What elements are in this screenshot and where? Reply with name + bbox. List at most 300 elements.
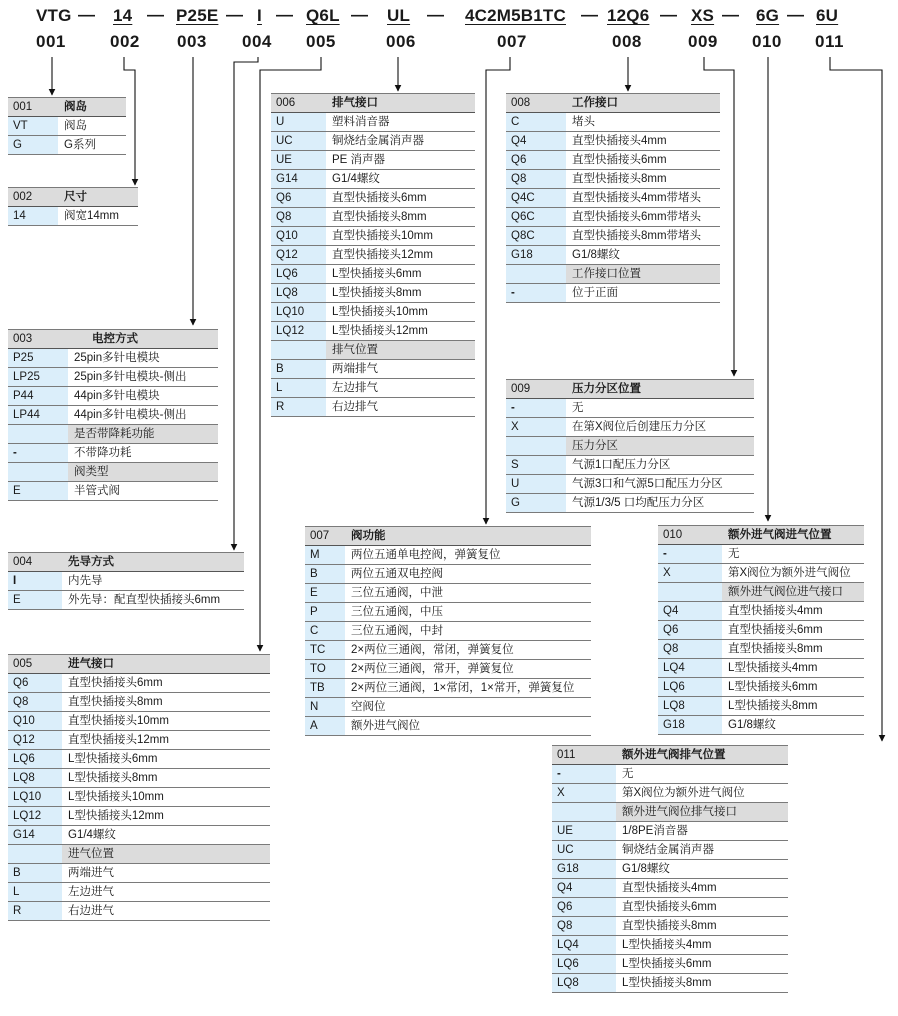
option-code: L: [271, 379, 326, 397]
option-description: 右边进气: [68, 905, 114, 917]
option-code: LQ6: [658, 678, 722, 696]
option-code: -: [506, 399, 566, 417]
table-row: [552, 822, 788, 841]
table-header: [552, 745, 788, 765]
subheader-label: 排气位置: [326, 341, 475, 359]
option-description: 三位五通阀，中泄: [351, 587, 443, 599]
option-code: E: [8, 591, 62, 609]
table-subheader: [658, 583, 864, 602]
table-row: [8, 207, 138, 226]
option-code: LQ12: [271, 322, 326, 340]
table-row: [271, 379, 475, 398]
table-row: [658, 621, 864, 640]
option-code: Q10: [271, 227, 326, 245]
table-row: [8, 349, 218, 368]
table-row: [506, 418, 754, 437]
option-description: 2×两位三通阀，常闭，弹簧复位: [351, 644, 514, 656]
option-code: LQ4: [552, 936, 616, 954]
option-code: R: [271, 398, 326, 416]
option-description: 外先导：配直型快插接头6mm: [68, 594, 221, 606]
table-header: [658, 525, 864, 545]
table-row: [8, 750, 270, 769]
option-code: E: [8, 482, 68, 500]
option-code: UE: [271, 151, 326, 169]
table-title: 压力分区位置: [572, 383, 641, 395]
table-header: [8, 654, 270, 674]
option-code: G: [506, 494, 566, 512]
option-code: Q8: [552, 917, 616, 935]
option-code: G18: [658, 716, 722, 734]
table-subheader: [8, 463, 218, 482]
table-row: [506, 132, 720, 151]
option-description: 塑料消音器: [332, 116, 390, 128]
option-description: 25pin多针电模块: [74, 352, 160, 364]
table-007: [305, 526, 591, 736]
option-code: LP44: [8, 406, 68, 424]
table-row: [8, 482, 218, 501]
option-code: P: [305, 603, 345, 621]
option-description: 右边排气: [332, 401, 378, 413]
option-code: LQ10: [8, 788, 62, 806]
option-description: L型快插接头8mm: [68, 772, 158, 784]
option-description: L型快插接头8mm: [728, 700, 818, 712]
table-title: 额外进气阀排气位置: [622, 749, 726, 761]
option-description: 直型快插接头8mm: [332, 211, 427, 223]
table-subheader: [552, 803, 788, 822]
dash: —: [660, 5, 677, 24]
table-row: [8, 136, 126, 155]
table-row: [552, 765, 788, 784]
option-code: Q6C: [506, 208, 566, 226]
table-code: 003: [8, 330, 68, 348]
option-code: LQ8: [271, 284, 326, 302]
table-subheader: [8, 425, 218, 444]
option-description: 直型快插接头8mm带堵头: [572, 230, 702, 242]
option-description: 2×两位三通阀，常开，弹簧复位: [351, 663, 514, 675]
option-code: Q6: [506, 151, 566, 169]
option-code: P44: [8, 387, 68, 405]
table-row: [305, 660, 591, 679]
subheader-label: 额外进气阀位进气接口: [722, 583, 864, 601]
option-description: 堵头: [572, 116, 595, 128]
table-title: 阀功能: [351, 530, 386, 542]
table-row: [658, 545, 864, 564]
option-code: LQ8: [8, 769, 62, 787]
option-code: Q4: [658, 602, 722, 620]
code-segment-vtg: VTG: [36, 6, 72, 25]
option-code: Q6: [271, 189, 326, 207]
option-description: 气源1/3/5 口均配压力分区: [572, 497, 705, 509]
option-code: G18: [552, 860, 616, 878]
table-row: [8, 406, 218, 425]
position-number-004: 004: [242, 32, 272, 51]
table-code: 008: [506, 94, 566, 112]
table-row: [8, 117, 126, 136]
table-row: [8, 807, 270, 826]
option-code: Q6: [8, 674, 62, 692]
table-row: [506, 284, 720, 303]
option-description: 25pin多针电模块-侧出: [74, 371, 187, 383]
table-001: [8, 97, 126, 155]
table-row: [552, 936, 788, 955]
option-description: 直型快插接头8mm: [68, 696, 163, 708]
option-code: G14: [8, 826, 62, 844]
table-row: [506, 246, 720, 265]
option-code: Q4: [552, 879, 616, 897]
option-code: M: [305, 546, 345, 564]
table-code: 001: [8, 98, 58, 116]
option-code: R: [8, 902, 62, 920]
position-number-007: 007: [497, 32, 527, 51]
table-row: [506, 189, 720, 208]
option-code: U: [506, 475, 566, 493]
option-code: LQ8: [552, 974, 616, 992]
option-code: U: [271, 113, 326, 131]
table-row: [552, 879, 788, 898]
option-code: LQ6: [271, 265, 326, 283]
option-description: 三位五通阀，中压: [351, 606, 443, 618]
table-row: [271, 227, 475, 246]
option-description: 空阀位: [351, 701, 386, 713]
table-row: [658, 678, 864, 697]
option-code: TB: [305, 679, 345, 697]
option-code: LQ10: [271, 303, 326, 321]
table-row: [8, 572, 244, 591]
table-code: 002: [8, 188, 58, 206]
option-code: X: [506, 418, 566, 436]
option-description: L型快插接头4mm: [622, 939, 712, 951]
table-row: [271, 151, 475, 170]
table-row: [8, 788, 270, 807]
option-description: 44pin多针电模块: [74, 390, 160, 402]
option-description: 在第X阀位后创建压力分区: [572, 421, 707, 433]
table-row: [305, 698, 591, 717]
table-row: [658, 602, 864, 621]
option-description: 直型快插接头8mm: [728, 643, 823, 655]
option-code: X: [658, 564, 722, 582]
dash: —: [427, 5, 444, 24]
table-row: [506, 151, 720, 170]
table-header: [506, 93, 720, 113]
option-description: 气源3口和气源5口配压力分区: [572, 478, 723, 490]
table-row: [506, 170, 720, 189]
option-code: G18: [506, 246, 566, 264]
table-row: [271, 113, 475, 132]
table-row: [8, 712, 270, 731]
option-description: 两端排气: [332, 363, 378, 375]
option-code: VT: [8, 117, 58, 135]
option-code: LP25: [8, 368, 68, 386]
option-description: 额外进气阀位: [351, 720, 420, 732]
option-code: B: [271, 360, 326, 378]
table-header: [8, 552, 244, 572]
subheader-label: 是否带降耗功能: [68, 425, 218, 443]
option-description: 第X阀位为额外进气阀位: [622, 787, 745, 799]
table-row: [271, 322, 475, 341]
option-code: Q6: [552, 898, 616, 916]
dash: —: [787, 5, 804, 24]
option-description: 1/8PE消音器: [622, 825, 688, 837]
option-description: G系列: [64, 139, 96, 151]
table-header: [271, 93, 475, 113]
option-description: 直型快插接头4mm: [728, 605, 823, 617]
option-description: L型快插接头12mm: [68, 810, 164, 822]
table-subheader: [506, 265, 720, 284]
option-code: UC: [552, 841, 616, 859]
option-description: 无: [572, 402, 584, 414]
option-code: -: [552, 765, 616, 783]
option-code: G14: [271, 170, 326, 188]
table-row: [658, 697, 864, 716]
table-row: [506, 475, 754, 494]
table-003: [8, 329, 218, 501]
table-row: [8, 368, 218, 387]
subheader-label: 压力分区: [566, 437, 754, 455]
table-row: [271, 398, 475, 417]
table-row: [8, 826, 270, 845]
option-description: G1/4螺纹: [332, 173, 380, 185]
table-title: 进气接口: [68, 658, 114, 670]
table-row: [305, 717, 591, 736]
option-description: L型快插接头6mm: [728, 681, 818, 693]
table-subheader: [271, 341, 475, 360]
option-description: L型快插接头10mm: [68, 791, 164, 803]
position-number-008: 008: [612, 32, 642, 51]
table-title: 工作接口: [572, 97, 618, 109]
option-description: L型快插接头8mm: [622, 977, 712, 989]
option-code: -: [658, 545, 722, 563]
option-code: Q8C: [506, 227, 566, 245]
option-description: 直型快插接头6mm: [332, 192, 427, 204]
position-number-006: 006: [386, 32, 416, 51]
option-code: UC: [271, 132, 326, 150]
option-description: G1/4螺纹: [68, 829, 116, 841]
table-row: [305, 622, 591, 641]
table-title: 先导方式: [68, 556, 114, 568]
table-row: [658, 659, 864, 678]
code-segment-xs: XS: [691, 6, 715, 25]
option-description: 直型快插接头4mm: [572, 135, 667, 147]
option-code: Q12: [8, 731, 62, 749]
option-code: LQ4: [658, 659, 722, 677]
table-code: 011: [552, 746, 616, 764]
option-description: L型快插接头6mm: [332, 268, 422, 280]
option-description: L型快插接头6mm: [622, 958, 712, 970]
option-code: LQ6: [552, 955, 616, 973]
option-description: G1/8螺纹: [728, 719, 776, 731]
code-segment-ul: UL: [387, 6, 411, 25]
table-row: [305, 584, 591, 603]
position-number-010: 010: [752, 32, 782, 51]
table-code: 007: [305, 527, 345, 545]
table-code: 005: [8, 655, 62, 673]
option-description: 半管式阀: [74, 485, 120, 497]
model-code-header: [0, 0, 898, 60]
option-code: LQ6: [8, 750, 62, 768]
option-description: G1/8螺纹: [622, 863, 670, 875]
table-row: [506, 456, 754, 475]
table-title: 排气接口: [332, 97, 378, 109]
option-code: UE: [552, 822, 616, 840]
option-code: L: [8, 883, 62, 901]
option-code: Q8: [271, 208, 326, 226]
table-title: 尺寸: [64, 191, 87, 203]
option-code: S: [506, 456, 566, 474]
table-row: [271, 189, 475, 208]
option-code: E: [305, 584, 345, 602]
option-description: PE 消声器: [332, 154, 386, 166]
table-row: [552, 841, 788, 860]
table-002: [8, 187, 138, 226]
table-row: [8, 864, 270, 883]
table-row: [271, 132, 475, 151]
option-description: 位于正面: [572, 287, 618, 299]
option-description: 直型快插接头12mm: [332, 249, 433, 261]
option-description: 两端进气: [68, 867, 114, 879]
table-row: [271, 170, 475, 189]
dash: —: [276, 5, 293, 24]
option-code: P25: [8, 349, 68, 367]
table-code: 004: [8, 553, 62, 571]
table-006: [271, 93, 475, 417]
option-code: N: [305, 698, 345, 716]
table-009: [506, 379, 754, 513]
table-row: [552, 917, 788, 936]
position-number-009: 009: [688, 32, 718, 51]
table-010: [658, 525, 864, 735]
option-description: 44pin多针电模块-侧出: [74, 409, 187, 421]
option-description: 直型快插接头6mm: [572, 154, 667, 166]
option-code: Q6: [658, 621, 722, 639]
option-code: Q4C: [506, 189, 566, 207]
table-title: 额外进气阀进气位置: [728, 529, 832, 541]
table-subheader: [506, 437, 754, 456]
code-segment-6g: 6G: [756, 6, 780, 25]
option-code: 14: [8, 207, 58, 225]
table-011: [552, 745, 788, 993]
table-row: [552, 784, 788, 803]
dash: —: [147, 5, 164, 24]
position-number-003: 003: [177, 32, 207, 51]
table-row: [305, 603, 591, 622]
option-description: 直型快插接头6mm: [728, 624, 823, 636]
option-description: 直型快插接头10mm: [68, 715, 169, 727]
table-header: [8, 187, 138, 207]
option-description: L型快插接头10mm: [332, 306, 428, 318]
subheader-label: 阀类型: [68, 463, 218, 481]
table-008: [506, 93, 720, 303]
option-code: G: [8, 136, 58, 154]
table-title: 阀岛: [64, 101, 87, 113]
table-row: [552, 955, 788, 974]
table-header: [305, 526, 591, 546]
table-row: [506, 208, 720, 227]
option-code: LQ12: [8, 807, 62, 825]
table-row: [271, 265, 475, 284]
option-description: L型快插接头12mm: [332, 325, 428, 337]
option-code: X: [552, 784, 616, 802]
table-row: [8, 731, 270, 750]
dash: —: [226, 5, 243, 24]
table-title: 电控方式: [92, 333, 138, 345]
option-description: 三位五通阀，中封: [351, 625, 443, 637]
position-number-001: 001: [36, 32, 66, 51]
option-description: 铜烧结金属消声器: [332, 135, 424, 147]
table-row: [8, 591, 244, 610]
table-row: [271, 303, 475, 322]
position-number-002: 002: [110, 32, 140, 51]
option-description: 内先导: [68, 575, 103, 587]
table-row: [506, 494, 754, 513]
option-code: TO: [305, 660, 345, 678]
option-description: 直型快插接头4mm: [622, 882, 717, 894]
connector-004: [234, 57, 258, 550]
option-description: 直型快插接头6mm带堵头: [572, 211, 702, 223]
option-description: 左边排气: [332, 382, 378, 394]
table-row: [271, 246, 475, 265]
option-description: 气源1口配压力分区: [572, 459, 671, 471]
table-subheader: [8, 845, 270, 864]
option-description: 2×两位三通阀，1×常闭，1×常开，弹簧复位: [351, 682, 575, 694]
option-description: 阀宽14mm: [64, 210, 119, 222]
subheader-label: 工作接口位置: [566, 265, 720, 283]
option-description: 阀岛: [64, 120, 87, 132]
option-code: TC: [305, 641, 345, 659]
table-header: [8, 329, 218, 349]
option-description: 直型快插接头10mm: [332, 230, 433, 242]
table-row: [305, 565, 591, 584]
code-segment-4c2m5b1tc: 4C2M5B1TC: [465, 6, 566, 25]
option-code: Q8: [658, 640, 722, 658]
table-row: [8, 693, 270, 712]
option-code: B: [8, 864, 62, 882]
table-row: [552, 898, 788, 917]
code-segment-q6l: Q6L: [306, 6, 340, 25]
option-description: 直型快插接头6mm: [622, 901, 717, 913]
option-code: -: [8, 444, 68, 462]
option-code: Q4: [506, 132, 566, 150]
table-row: [8, 387, 218, 406]
dash: —: [581, 5, 598, 24]
table-row: [8, 883, 270, 902]
option-description: 不带降功耗: [74, 447, 132, 459]
table-row: [305, 679, 591, 698]
table-row: [271, 208, 475, 227]
table-code: 006: [271, 94, 326, 112]
dash: —: [722, 5, 739, 24]
option-code: Q8: [506, 170, 566, 188]
table-row: [552, 974, 788, 993]
table-row: [658, 716, 864, 735]
option-code: I: [8, 572, 62, 590]
code-segment-i: I: [257, 6, 262, 25]
option-description: 直型快插接头12mm: [68, 734, 169, 746]
option-code: Q10: [8, 712, 62, 730]
option-description: L型快插接头8mm: [332, 287, 422, 299]
position-number-005: 005: [306, 32, 336, 51]
option-description: 无: [728, 548, 740, 560]
table-header: [8, 97, 126, 117]
table-row: [658, 640, 864, 659]
code-segment-12q6: 12Q6: [607, 6, 650, 25]
table-row: [305, 546, 591, 565]
table-row: [506, 399, 754, 418]
table-header: [506, 379, 754, 399]
table-row: [8, 769, 270, 788]
table-row: [8, 902, 270, 921]
option-description: L型快插接头6mm: [68, 753, 158, 765]
table-005: [8, 654, 270, 921]
